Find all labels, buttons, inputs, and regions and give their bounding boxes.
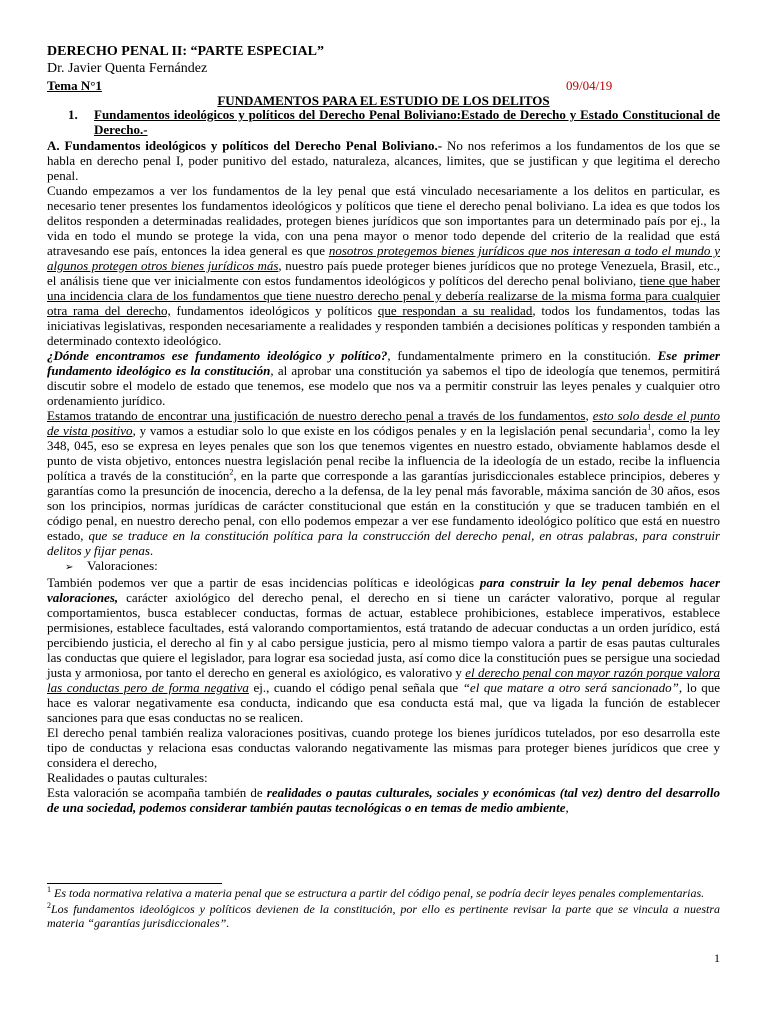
bold-italic-text: realidades o pautas culturales, sociales y económicas (tal vez) dentro del desarrollo de una sociedad, podemos considerar también pautas tecnológicas o en temas de medio ambiente [47,785,720,815]
paragraph-4 [47,408,720,558]
footnote-ref-1[interactable]: 1 [647,422,652,432]
text-run: carácter axiológico del derecho penal, el derecho en si tiene un carácter valorativo, porque al regular comportamientos, busca establecer conductas, formas de actuar, establece prohibiciones, establece imperativos, establece permisiones, establece facultades, está valorando comportamientos, está tratando de adecuar conductas a un orden jurídico, está percibiendo justicia, el derecho al fin y al cabo persigue justicia, pero al mismo tiempo valora a partir de esas pautas culturales las conductas que quiere el legislador, para lograr esa sociedad justa, así como dice la constitución pues se persigue una sociedad justa y armoniosa, por tanto el derecho en general es axiológico, es valorativo y [47,590,720,680]
bold-italic-question: ¿Dónde encontramos ese fundamento ideológico y político? [47,348,388,363]
section-title: Fundamentos ideológicos y políticos del Derecho Penal Boliviano:Estado de Derecho y Estado Constitucional de Derecho.- [94,107,720,137]
underlined-italic-text: esto solo desde el punto de vista positivo [47,408,720,438]
text-run: , al aprobar una constitución ya sabemos el tipo de ideología que tenemos, permitirá discutir sobre el modelo de estado que tenemos, ese modelo que nos va a permitir construir las leyes penales y cualquier otro ordenamiento jurídico. [47,363,720,408]
main-title: FUNDAMENTOS PARA EL ESTUDIO DE LOS DELITOS [217,93,550,108]
paragraph-5 [47,575,720,725]
underlined-italic-text: el derecho penal con mayor razón porque valora las conductas pero de forma negativa [47,665,721,695]
paragraph-3 [47,348,720,408]
body-text [47,138,720,815]
footnote-2 [47,902,720,930]
quoted-italic-text: “el que matare a otro será sancionado” [462,680,679,695]
paragraph-a-heading: A. Fundamentos ideológicos y políticos del Derecho Penal Boliviano.- [47,138,443,153]
text-run: Esta valoración se acompaña también de [47,785,267,800]
paragraph-6: El derecho penal también realiza valoraciones positivas, cuando protege los bienes jurídicos tutelados, por eso desarrolla este tipo de conductas y relaciona esas conductas valorando negativamente las mismas para proteger bienes jurídicos que cree y considera el derecho, [47,725,720,770]
underlined-text: tiene que haber una incidencia clara de los fundamentos que tiene nuestro derecho penal y debería realizarse de la misma forma para cualquier otra rama del derecho, [47,273,721,318]
footnote-1 [47,886,720,900]
text-run: , y vamos a estudiar solo lo que existe en los códigos penales y en la legislación penal secundaria [132,423,648,438]
footnote-mark: 1 [47,885,51,894]
footnote-separator [47,883,222,884]
paragraph-2 [47,183,720,348]
text-run: fundamentos ideológicos y políticos [170,303,378,318]
document-date: 09/04/19 [566,78,613,93]
page-number: 1 [714,951,720,965]
bullet-valoraciones [65,558,720,575]
bold-italic-text: Ese primer fundamento ideológico es la constitución [47,348,720,378]
text-run: , [565,800,569,815]
text-run: Cuando empezamos a ver los fundamentos de la ley penal que está vinculado necesariamente a los delitos en particular, es necesario tener presentes los fundamentos ideológicos y políticos que tiene el derecho penal boliviano. La idea es que todos los delitos responden a determinadas realidades, protegen bienes jurídicos que son importantes para un determinado país por ej., la vida en todo el mundo se protege la vida, con una pena mayor o menor todo depende del criterio de la realidad que está atravesando ese país, entonces la idea general es que [47,183,720,258]
text-run: , como la ley 348, 045, eso se expresa en leyes penales que son los que tenemos vigentes en nuestro estado, obviamente hablamos desde el punto de vista objetivo, entonces nuestra legislación penal recibe la influencia de la ideología de un estado, recibe la influencia política a través de la constitución [47,423,720,483]
bold-italic-text: para construir la ley penal debemos hacer valoraciones, [47,575,721,605]
text-run: , en la parte que corresponde a las garantías jurisdiccionales establece principios, deberes y garantías como la presunción de inocencia, derecho a la defensa, de la ley penal más favorable, máxima sanción de 30 años, esos son los principios, normas jurídicas de carácter constitucional que están en la constitución y que se traducen también en el código penal, en nuestro derecho penal, con ello podemos empezar a ver ese fundamento ideológico político que está en nuestro estado, [47,468,720,543]
arrow-bullet-icon: ➢ [65,562,74,573]
text-run: También podemos ver que a partir de esas incidencias políticas e ideológicas [47,575,480,590]
footnote-mark: 2 [47,901,51,910]
underlined-text: Estamos tratando de encontrar una justificación de nuestro derecho penal a través de los fundamentos [47,408,586,423]
text-run: , nuestro país puede proteger bienes jurídicos que no protege Venezuela, Brasil, etc., el análisis tiene que ver inicialmente con estos fundamentos ideológicos y políticos del derecho penal boliviano, [47,258,720,288]
section-heading [47,107,720,137]
footnote-text: Es toda normativa relativa a materia penal que se estructura a partir del código penal, se podría decir leyes penales complementarias. [51,886,705,900]
footnotes [47,886,720,932]
underlined-text: que respondan a su realidad [377,303,533,318]
footnote-text: Los fundamentos ideológicos y políticos devienen de la constitución, por ello es pertinente revisar la parte que se vincula a nuestra materia “garantías jurisdiccionales”. [47,902,720,930]
text-run: , todos los fundamentos, todas las iniciativas legislativas, responden necesariamente a realidades y responden también a decisiones políticas y responden también a determinado contexto ideológico. [47,303,720,348]
paragraph-a [47,138,720,183]
paragraph-a-text: No nos referimos a los fundamentos de los que se habla en derecho penal I, poder punitivo del estado, naturaleza, alcances, limites, que se justifican y que legitima el derecho penal. [47,138,720,183]
text-run: . [149,543,154,558]
text-run: ej., cuando el código penal señala que [248,680,463,695]
text-run: , [585,408,593,423]
course-title: DERECHO PENAL II: “PARTE ESPECIAL” [47,44,324,59]
text-run: , fundamentalmente primero en la constitución. [387,348,658,363]
text-run: , lo que hace es valorar negativamente esa conducta, indicando que esa conducta está mal, que va ligada la función de establecer sanciones para que esas conductas no se realicen. [47,680,720,725]
tema-line [47,78,720,93]
paragraph-8 [47,785,720,815]
italic-text: que se traduce en la constitución política para la construcción del derecho penal, en otras palabras, para construir delitos y fijar penas [47,528,721,558]
footnote-ref-2[interactable]: 2 [229,467,234,477]
paragraph-7: Realidades o pautas culturales: [47,770,208,785]
professor-name: Dr. Javier Quenta Fernández [47,61,208,76]
section-number: 1. [68,107,78,122]
bullet-label: Valoraciones: [87,558,158,573]
underlined-italic-text: nosotros protegemos bienes jurídicos que nos interesan a todo el mundo y algunos protegen otros bienes jurídicos más [47,243,720,273]
tema-label: Tema N°1 [47,78,102,93]
